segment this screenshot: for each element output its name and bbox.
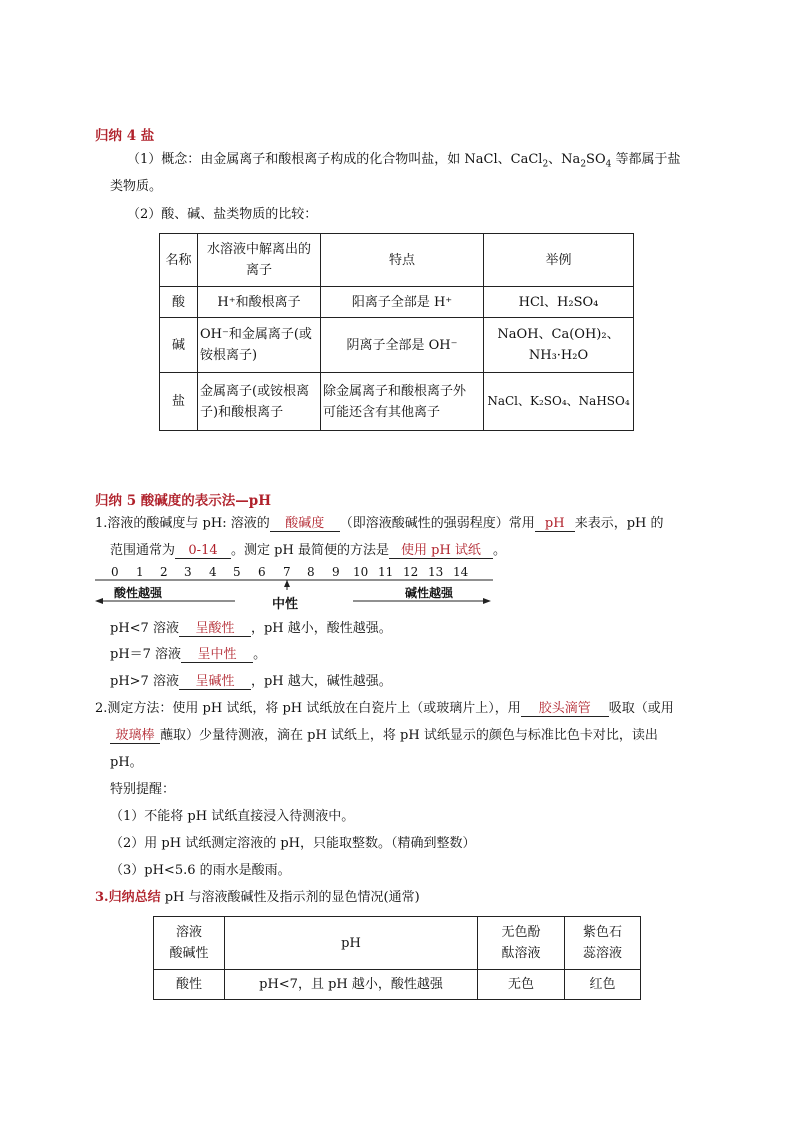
acid-label: 酸性越强 (114, 586, 163, 600)
q2-line3: pH。 (110, 755, 143, 770)
ph-gt7-line: pH>7 溶液 呈碱性 ，pH 越大，碱性越强。 (110, 674, 392, 689)
blank-acidic: 呈酸性 (179, 621, 251, 637)
table-row: 碱 OH⁻和金属离子(或 铵根离子) 阴离子全部是 OH⁻ NaOH、Ca(OH)₂、 NH₃·H₂O (160, 318, 634, 373)
table-row: 盐 金属离子(或铵根离 子)和酸根离子 除金属离子和酸根离子外 可能还含有其他离子 NaCl、K₂SO₄、NaHSO₄ (160, 373, 634, 431)
th-name: 名称 (160, 234, 198, 287)
blank-ph: pH (535, 516, 575, 532)
s4-paragraph1: （1）概念：由金属离子和酸根离子构成的化合物叫盐，如 NaCl、CaCl$_2$、$Na_2SO_4$ 等都属于盐 (127, 152, 681, 170)
tip-3: （3）pH<5.6 的雨水是酸雨。 (110, 863, 291, 878)
blank-acidity: 酸碱度 (270, 516, 340, 532)
blank-method: 使用 pH 试纸 (389, 543, 493, 559)
table-row: 酸性 pH<7，且 pH 越小，酸性越强 无色 红色 (154, 970, 641, 1000)
q1-line1: 1.溶液的酸碱度与 pH: 溶液的 酸碱度 （即溶液酸碱性的强弱程度）常用 pH 来表示，pH 的 (95, 516, 664, 531)
base-label: 碱性越强 (405, 586, 454, 600)
ph-eq7-line: pH＝7 溶液 呈中性 。 (110, 647, 267, 662)
table-row: 酸 H⁺和酸根离子 阳离子全部是 H⁺ HCl、H₂SO₄ (160, 287, 634, 318)
th-litmus: 紫色石 蕊溶液 (565, 917, 641, 970)
th-feature: 特点 (321, 234, 484, 287)
q2-line2: 玻璃棒 蘸取）少量待测液，滴在 pH 试纸上，将 pH 试纸显示的颜色与标准比色卡对比，读出 (110, 727, 658, 745)
blank-basic: 呈碱性 (179, 674, 251, 690)
q3-line: 3.归纳总结 pH 与溶液酸碱性及指示剂的显色情况(通常) (95, 890, 420, 905)
th-phenolphthalein: 无色酚 酞溶液 (478, 917, 565, 970)
blank-dropper: 胶头滴管 (521, 701, 609, 717)
comparison-table (159, 233, 634, 431)
q2-line1: 2.测定方法：使用 pH 试纸，将 pH 试纸放在白瓷片上（或玻璃片上），用 胶头滴管 吸取（或用 (95, 701, 674, 716)
th-ph: pH (225, 917, 478, 970)
neutral-label: 中性 (272, 597, 299, 612)
th-example: 举例 (484, 234, 634, 287)
th-ions: 水溶液中解离出的 离子 (198, 234, 321, 287)
tip-heading: 特别提醒： (110, 782, 176, 797)
section4-heading: 归纳 4 盐 (95, 128, 155, 144)
tip-2: （2）用 pH 试纸测定溶液的 pH，只能取整数。（精确到整数） (110, 836, 476, 851)
ph-indicator-table (153, 916, 641, 1000)
s4-paragraph1-cont: 类物质。 (110, 179, 163, 194)
blank-neutral: 呈中性 (181, 647, 253, 663)
s4-paragraph2: （2）酸、碱、盐类物质的比较： (127, 207, 318, 222)
th-acidity: 溶液 酸碱性 (154, 917, 225, 970)
q1-line2: 范围通常为 0-14 。测定 pH 最简便的方法是 使用 pH 试纸 。 (110, 543, 506, 558)
ph-lt7-line: pH<7 溶液 呈酸性 ，pH 越小，酸性越强。 (110, 621, 392, 636)
blank-glass-rod: 玻璃棒 (110, 728, 160, 744)
section5-heading: 归纳 5 酸碱度的表示法—pH (95, 493, 271, 509)
blank-range: 0-14 (175, 543, 231, 559)
tip-1: （1）不能将 pH 试纸直接浸入待测液中。 (110, 809, 355, 824)
